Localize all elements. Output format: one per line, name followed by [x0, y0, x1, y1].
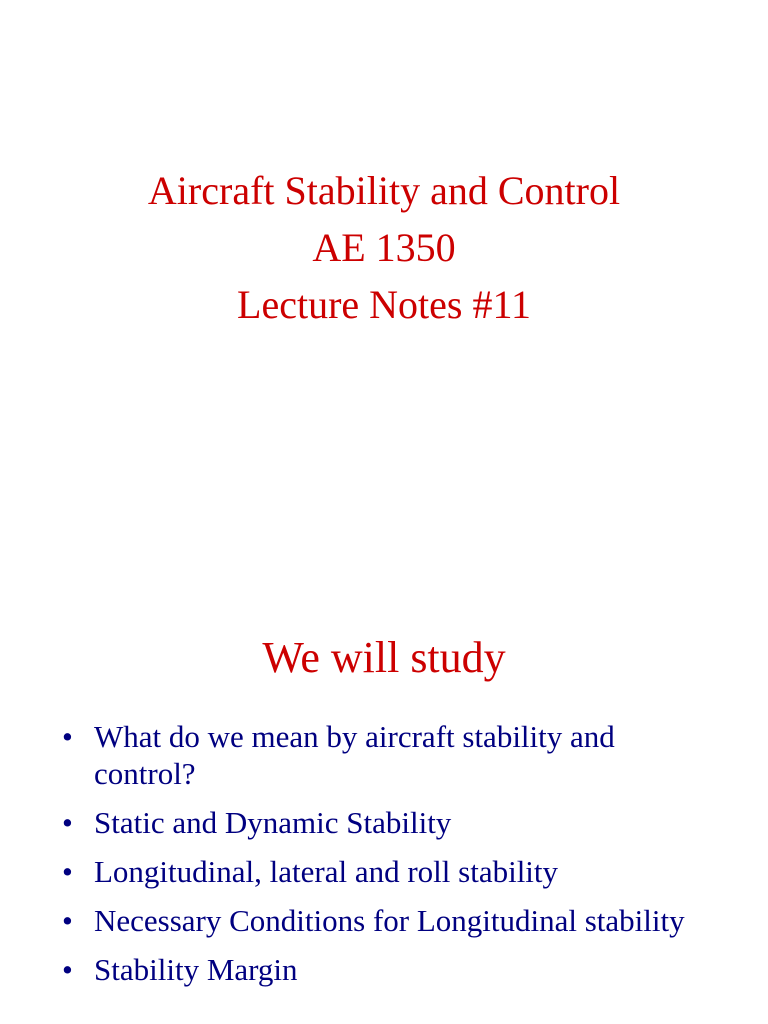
- course-title: Aircraft Stability and Control: [147, 168, 621, 213]
- bullet-icon: •: [62, 854, 73, 889]
- list-item-text: Longitudinal, lateral and roll stability: [94, 854, 559, 889]
- list-item-text: What do we mean by aircraft stability and control?: [94, 719, 615, 791]
- topic-list: [62, 718, 702, 1000]
- bullet-icon: •: [62, 903, 73, 938]
- bullet-icon: •: [62, 952, 73, 987]
- course-code: AE 1350: [312, 225, 456, 270]
- slide-title-block: [0, 162, 768, 333]
- list-item-text: Static and Dynamic Stability: [94, 805, 452, 840]
- bullet-icon: •: [62, 805, 73, 840]
- lecture-number: Lecture Notes #11: [237, 282, 531, 327]
- bullet-icon: •: [62, 719, 73, 754]
- list-item-text: Stability Margin: [94, 952, 298, 987]
- list-item-text: Necessary Conditions for Longitudinal stability: [94, 903, 685, 938]
- list-item: [62, 718, 702, 792]
- section-heading: We will study: [262, 633, 506, 682]
- list-item: [62, 804, 702, 841]
- list-item: [62, 951, 702, 988]
- list-item: [62, 853, 702, 890]
- list-item: [62, 902, 702, 939]
